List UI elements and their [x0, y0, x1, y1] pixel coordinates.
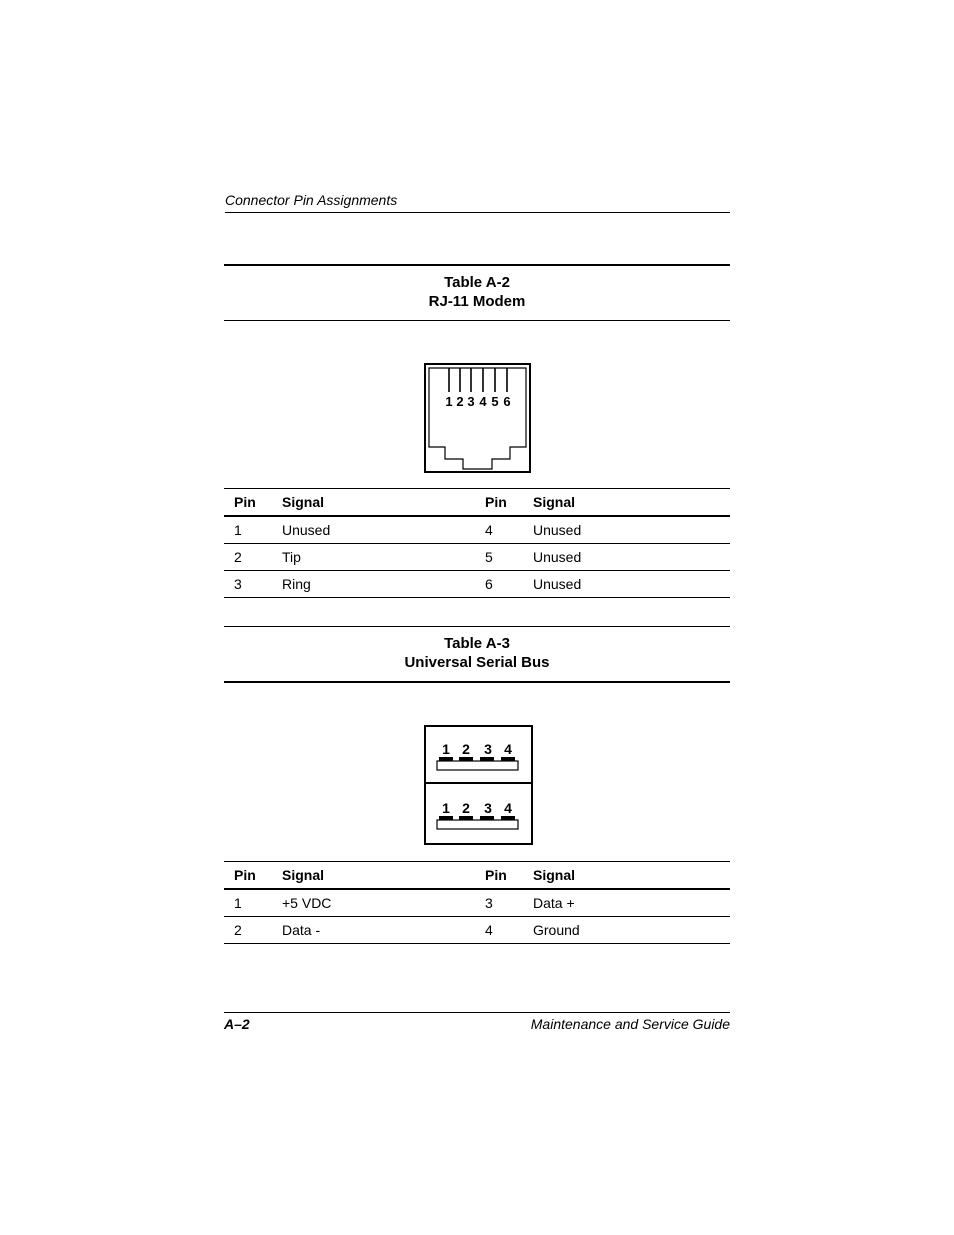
table-row	[224, 516, 730, 544]
usb-pin-label: 4	[504, 741, 512, 757]
table-cell: 4	[485, 516, 533, 544]
table-cell: 2	[224, 544, 282, 571]
table-cell: 2	[224, 917, 282, 944]
usb-pin-label: 3	[484, 800, 492, 816]
usb-pin-label: 2	[462, 741, 470, 757]
usb-pin-label: 1	[442, 741, 450, 757]
table-a2-title: RJ-11 Modem	[428, 293, 526, 310]
usb-pin-label: 3	[484, 741, 492, 757]
table-header-row	[224, 862, 730, 890]
rj11-pin-label: 4	[479, 394, 487, 409]
table-header-row	[224, 489, 730, 517]
table-cell: Unused	[533, 516, 730, 544]
column-header: Signal	[282, 489, 485, 517]
table-a3-pins	[224, 861, 730, 944]
table-cell: Unused	[533, 571, 730, 598]
column-header: Pin	[224, 862, 282, 890]
column-header: Signal	[533, 489, 730, 517]
table-row	[224, 917, 730, 944]
usb-connector-diagram	[424, 725, 533, 845]
table-cell: Ring	[282, 571, 485, 598]
column-header: Signal	[533, 862, 730, 890]
table-cell: 5	[485, 544, 533, 571]
table-a3-title: Universal Serial Bus	[404, 654, 550, 671]
usb-pin-label: 4	[504, 800, 512, 816]
page-number: A–2	[224, 1016, 250, 1032]
table-cell: Unused	[533, 544, 730, 571]
running-header: Connector Pin Assignments	[225, 192, 730, 213]
table-a3-caption	[224, 626, 730, 683]
table-row	[224, 571, 730, 598]
table-row	[224, 544, 730, 571]
table-a2-pins	[224, 488, 730, 598]
table-a3-number: Table A-3	[444, 635, 510, 652]
rj11-pin-label: 3	[467, 394, 475, 409]
rj11-connector-diagram	[424, 363, 531, 473]
table-a2-caption	[224, 264, 730, 321]
rj11-pin-label: 2	[456, 394, 464, 409]
table-cell: 1	[224, 516, 282, 544]
column-header: Signal	[282, 862, 485, 890]
table-cell: +5 VDC	[282, 889, 485, 917]
rj11-pin-label: 6	[503, 394, 511, 409]
table-cell: 1	[224, 889, 282, 917]
table-cell: Data +	[533, 889, 730, 917]
rj11-pin-label: 1	[445, 394, 453, 409]
table-cell: 3	[485, 889, 533, 917]
table-cell: 4	[485, 917, 533, 944]
column-header: Pin	[224, 489, 282, 517]
usb-pin-label: 1	[442, 800, 450, 816]
rj11-pin-label: 5	[491, 394, 499, 409]
page-footer	[224, 1012, 730, 1033]
table-cell: Tip	[282, 544, 485, 571]
usb-pin-label: 2	[462, 800, 470, 816]
guide-title: Maintenance and Service Guide	[530, 1016, 730, 1032]
column-header: Pin	[485, 489, 533, 517]
table-cell: 6	[485, 571, 533, 598]
table-cell: Data -	[282, 917, 485, 944]
table-row	[224, 889, 730, 917]
column-header: Pin	[485, 862, 533, 890]
table-cell: 3	[224, 571, 282, 598]
table-cell: Unused	[282, 516, 485, 544]
table-a2-number: Table A-2	[444, 274, 510, 291]
table-cell: Ground	[533, 917, 730, 944]
